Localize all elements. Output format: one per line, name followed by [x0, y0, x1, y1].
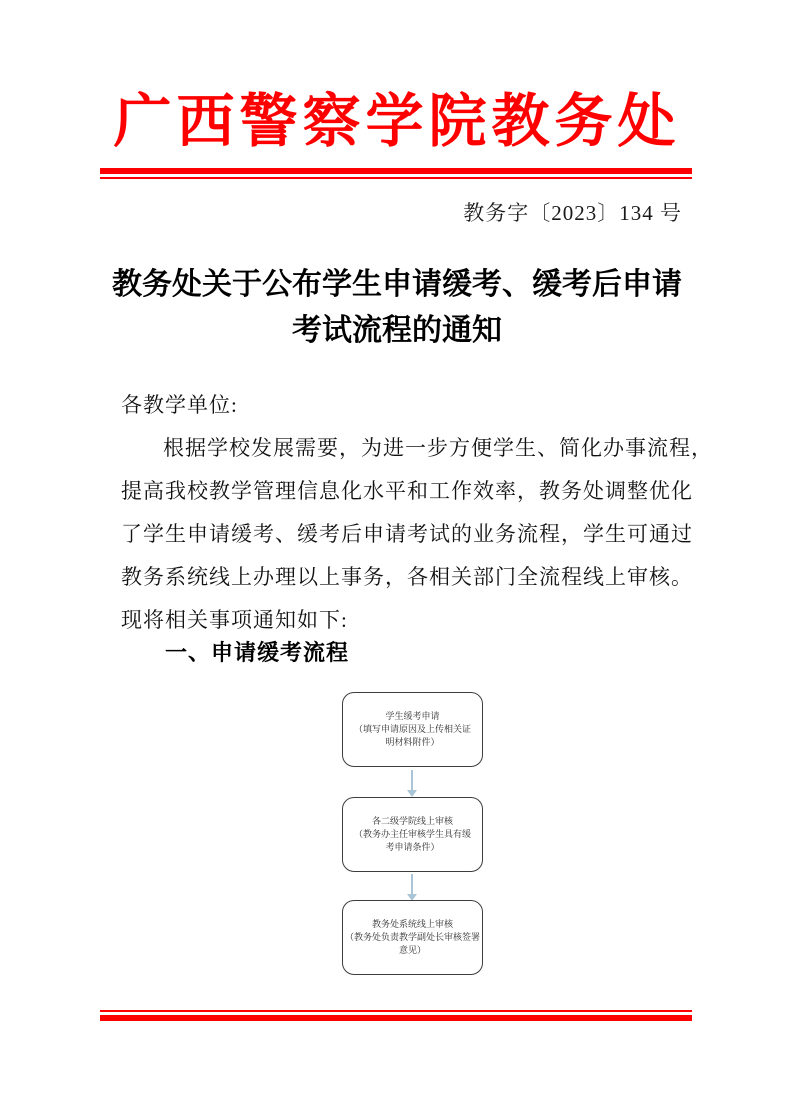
flow-step-line: （填写申请原因及上传相关证 — [353, 724, 471, 734]
header-double-rule — [100, 168, 692, 179]
flow-step-line: 学生缓考申请 — [385, 711, 440, 721]
arrow-down-icon — [406, 874, 418, 901]
arrow-head — [407, 790, 417, 797]
section-heading-apply-deferred-exam: 一、申请缓考流程 — [165, 640, 350, 665]
footer-double-rule — [100, 1010, 692, 1021]
notice-title-line-2: 考试流程的通知 — [292, 314, 502, 347]
flow-step-line: 教务处系统线上审核 — [371, 919, 453, 929]
notice-title — [60, 262, 734, 354]
arrow-shaft — [411, 770, 413, 790]
notice-title-line-1: 教务处关于公布学生申请缓考、缓考后申请 — [112, 268, 682, 301]
body-line: 现将相关事项通知如下: — [121, 608, 348, 632]
flow-step-college-review — [342, 797, 483, 872]
flow-step-line: 考申请条件） — [385, 842, 440, 852]
rule-thick-bar — [100, 1015, 692, 1021]
flow-step-line: 各二级学院线上审核 — [371, 816, 453, 826]
flow-step-line: 明材料附件） — [385, 737, 440, 747]
arrow-shaft — [411, 874, 413, 894]
rule-thin-bar — [100, 177, 692, 179]
flow-step-office-review — [342, 900, 483, 975]
body-line: 提高我校教学管理信息化水平和工作效率，教务处调整优化 — [121, 479, 693, 503]
body-line: 教务系统线上办理以上事务，各相关部门全流程线上审核。 — [121, 565, 693, 589]
flow-step-line: 意见） — [398, 945, 426, 955]
arrow-down-icon — [406, 770, 418, 797]
document-number: 教务字〔2023〕134 号 — [463, 201, 682, 225]
flow-step-line: （教务办主任审核学生具有缓 — [353, 829, 471, 839]
flow-step-line: （教务处负责教学副处长审核签署 — [344, 932, 480, 942]
notice-body — [121, 384, 713, 642]
letterhead-title: 广西警察学院教务处 — [113, 89, 681, 154]
flow-step-student-application — [342, 692, 483, 767]
salutation: 各教学单位: — [121, 393, 238, 417]
body-line: 了学生申请缓考、缓考后申请考试的业务流程，学生可通过 — [121, 522, 693, 546]
body-line: 根据学校发展需要，为进一步方便学生、简化办事流程， — [163, 436, 713, 460]
